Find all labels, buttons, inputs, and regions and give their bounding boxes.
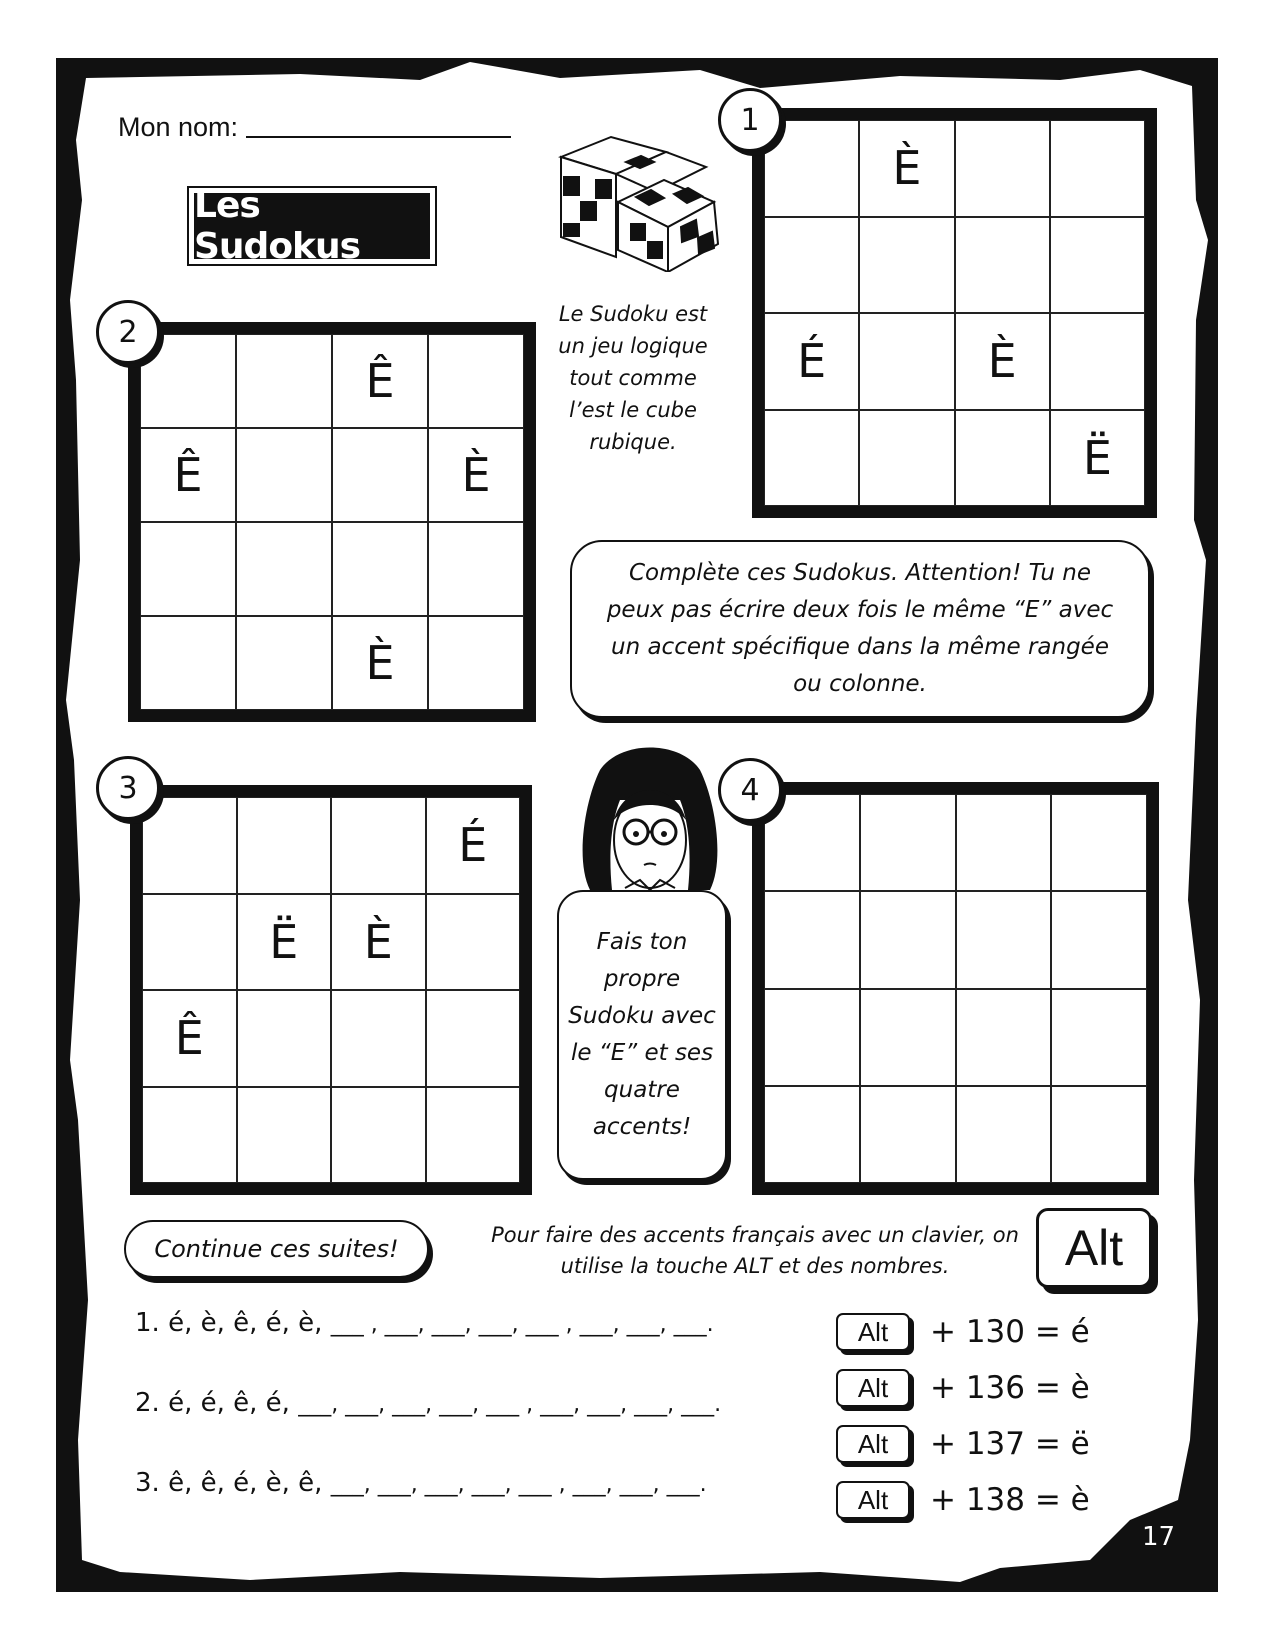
- sudoku-cell[interactable]: [859, 313, 954, 410]
- sudoku-cell[interactable]: È: [331, 894, 426, 991]
- page-number: 17: [1142, 1522, 1176, 1552]
- page-title: Les Sudokus: [194, 193, 430, 259]
- sudoku-cell[interactable]: [955, 410, 1050, 507]
- sudoku-cell[interactable]: [1051, 989, 1147, 1086]
- sudoku-cell[interactable]: [860, 989, 956, 1086]
- puzzle-number-3: 3: [96, 756, 160, 820]
- sudoku-cell[interactable]: [956, 794, 1052, 891]
- sudoku-grid-2: [128, 322, 536, 722]
- rubik-cube-icon: [556, 132, 726, 272]
- sudoku-cell[interactable]: È: [428, 428, 524, 522]
- sudoku-cell[interactable]: [331, 1087, 426, 1184]
- sudoku-cell[interactable]: Ê: [140, 428, 236, 522]
- sudoku-cell[interactable]: [764, 1086, 860, 1183]
- sudoku-cell[interactable]: [236, 616, 332, 710]
- sudoku-cell[interactable]: [331, 797, 426, 894]
- sequence-blanks[interactable]: ___, ___, ___, ___, ___ , ___, ___, ___.: [330, 1472, 707, 1497]
- sudoku-cell[interactable]: [142, 797, 237, 894]
- sudoku-cell[interactable]: [140, 522, 236, 616]
- sudoku-cell[interactable]: È: [955, 313, 1050, 410]
- sudoku-grid-1: [752, 108, 1157, 518]
- sudoku-cell[interactable]: [426, 990, 521, 1087]
- sudoku-cell[interactable]: [1051, 1086, 1147, 1183]
- sudoku-cell[interactable]: [140, 616, 236, 710]
- continue-label: Continue ces suites!: [124, 1220, 429, 1278]
- sudoku-cell[interactable]: [332, 428, 428, 522]
- sudoku-cell[interactable]: [956, 891, 1052, 988]
- sequence-3: [135, 1468, 707, 1498]
- alt-code-row: [836, 1310, 1090, 1354]
- sudoku-cell[interactable]: [764, 989, 860, 1086]
- sequence-2: [135, 1388, 721, 1418]
- alt-code-text: + 130 = é: [930, 1314, 1090, 1350]
- alt-code-text: + 138 = è: [930, 1482, 1090, 1518]
- sudoku-cell[interactable]: Ê: [142, 990, 237, 1087]
- sudoku-cell[interactable]: [237, 1087, 332, 1184]
- sudoku-grid-4: [752, 782, 1159, 1195]
- sudoku-cell[interactable]: [859, 410, 954, 507]
- sudoku-cell[interactable]: [428, 616, 524, 710]
- sequence-blanks[interactable]: ___ , ___, ___, ___, ___ , ___, ___, ___.: [330, 1312, 714, 1337]
- sudoku-cell[interactable]: Ë: [237, 894, 332, 991]
- sudoku-cell[interactable]: [332, 522, 428, 616]
- alt-code-row: [836, 1478, 1090, 1522]
- sudoku-cell[interactable]: [428, 522, 524, 616]
- sudoku-cell[interactable]: [237, 797, 332, 894]
- sudoku-cell[interactable]: É: [764, 313, 859, 410]
- alt-code-text: + 137 = ë: [930, 1426, 1090, 1462]
- alt-code-row: [836, 1422, 1090, 1466]
- sudoku-cell[interactable]: [956, 1086, 1052, 1183]
- sudoku-cell[interactable]: [142, 894, 237, 991]
- puzzle-number-4: 4: [718, 758, 782, 822]
- alt-key-icon: Alt: [836, 1425, 910, 1463]
- sudoku-cell[interactable]: [859, 217, 954, 314]
- sudoku-cell[interactable]: [426, 894, 521, 991]
- sudoku-cell[interactable]: [142, 1087, 237, 1184]
- sudoku-cell[interactable]: [428, 334, 524, 428]
- girl-face-icon: [570, 740, 730, 895]
- sudoku-cell[interactable]: [1050, 120, 1145, 217]
- sequence-1: [135, 1308, 714, 1338]
- name-label: Mon nom:: [118, 112, 239, 142]
- sudoku-cell[interactable]: [956, 989, 1052, 1086]
- sudoku-cell[interactable]: Ê: [332, 334, 428, 428]
- sudoku-cell[interactable]: [860, 1086, 956, 1183]
- alt-key-icon: Alt: [836, 1369, 910, 1407]
- sudoku-cell[interactable]: [236, 334, 332, 428]
- sudoku-cell[interactable]: [764, 410, 859, 507]
- puzzle-number-1: 1: [718, 88, 782, 152]
- sudoku-cell[interactable]: [860, 794, 956, 891]
- sequence-blanks[interactable]: ___, ___, ___, ___, ___ , ___, ___, ___, ___.: [298, 1392, 722, 1417]
- sudoku-cell[interactable]: [236, 428, 332, 522]
- sudoku-cell[interactable]: [955, 120, 1050, 217]
- alt-note: Pour faire des accents français avec un clavier, on utilise la touche ALT et des nombres.: [491, 1223, 1019, 1278]
- instructions-bubble: Complète ces Sudokus. Attention! Tu ne peux pas écrire deux fois le même “E” avec un accent spécifique dans la même rangée ou colonne.: [570, 540, 1150, 718]
- sudoku-cell[interactable]: [860, 891, 956, 988]
- sudoku-cell[interactable]: [1051, 794, 1147, 891]
- name-input-line[interactable]: [246, 136, 511, 138]
- sudoku-cell[interactable]: È: [332, 616, 428, 710]
- puzzle-number-2: 2: [96, 300, 160, 364]
- sequence-prefix: 2. é, é, ê, é,: [135, 1388, 290, 1418]
- alt-key-icon: Alt: [1036, 1208, 1152, 1288]
- title-box: [187, 186, 437, 266]
- sudoku-cell[interactable]: [1051, 891, 1147, 988]
- sudoku-cell[interactable]: [1050, 217, 1145, 314]
- alt-code-row: [836, 1366, 1090, 1410]
- sudoku-cell[interactable]: È: [859, 120, 954, 217]
- sudoku-cell[interactable]: [955, 217, 1050, 314]
- sudoku-cell[interactable]: [237, 990, 332, 1087]
- cube-caption: Le Sudoku est un jeu logique tout comme l’est le cube rubique.: [558, 302, 708, 454]
- sudoku-cell[interactable]: [236, 522, 332, 616]
- sudoku-cell[interactable]: [426, 1087, 521, 1184]
- alt-key-icon: Alt: [836, 1313, 910, 1351]
- sequence-prefix: 3. ê, ê, é, è, ê,: [135, 1468, 323, 1498]
- sudoku-cell[interactable]: É: [426, 797, 521, 894]
- sudoku-cell[interactable]: [1050, 313, 1145, 410]
- sudoku-grid-3: [130, 785, 532, 1195]
- alt-key-icon: Alt: [836, 1481, 910, 1519]
- sudoku-cell[interactable]: Ë: [1050, 410, 1145, 507]
- sudoku-cell[interactable]: [331, 990, 426, 1087]
- alt-code-text: + 136 = è: [930, 1370, 1090, 1406]
- sudoku-cell[interactable]: [764, 217, 859, 314]
- own-sudoku-bubble: Fais ton propre Sudoku avec le “E” et ses quatre accents!: [557, 890, 727, 1180]
- sequence-prefix: 1. é, è, ê, é, è,: [135, 1308, 323, 1338]
- sudoku-cell[interactable]: [764, 891, 860, 988]
- sudoku-cell[interactable]: [764, 794, 860, 891]
